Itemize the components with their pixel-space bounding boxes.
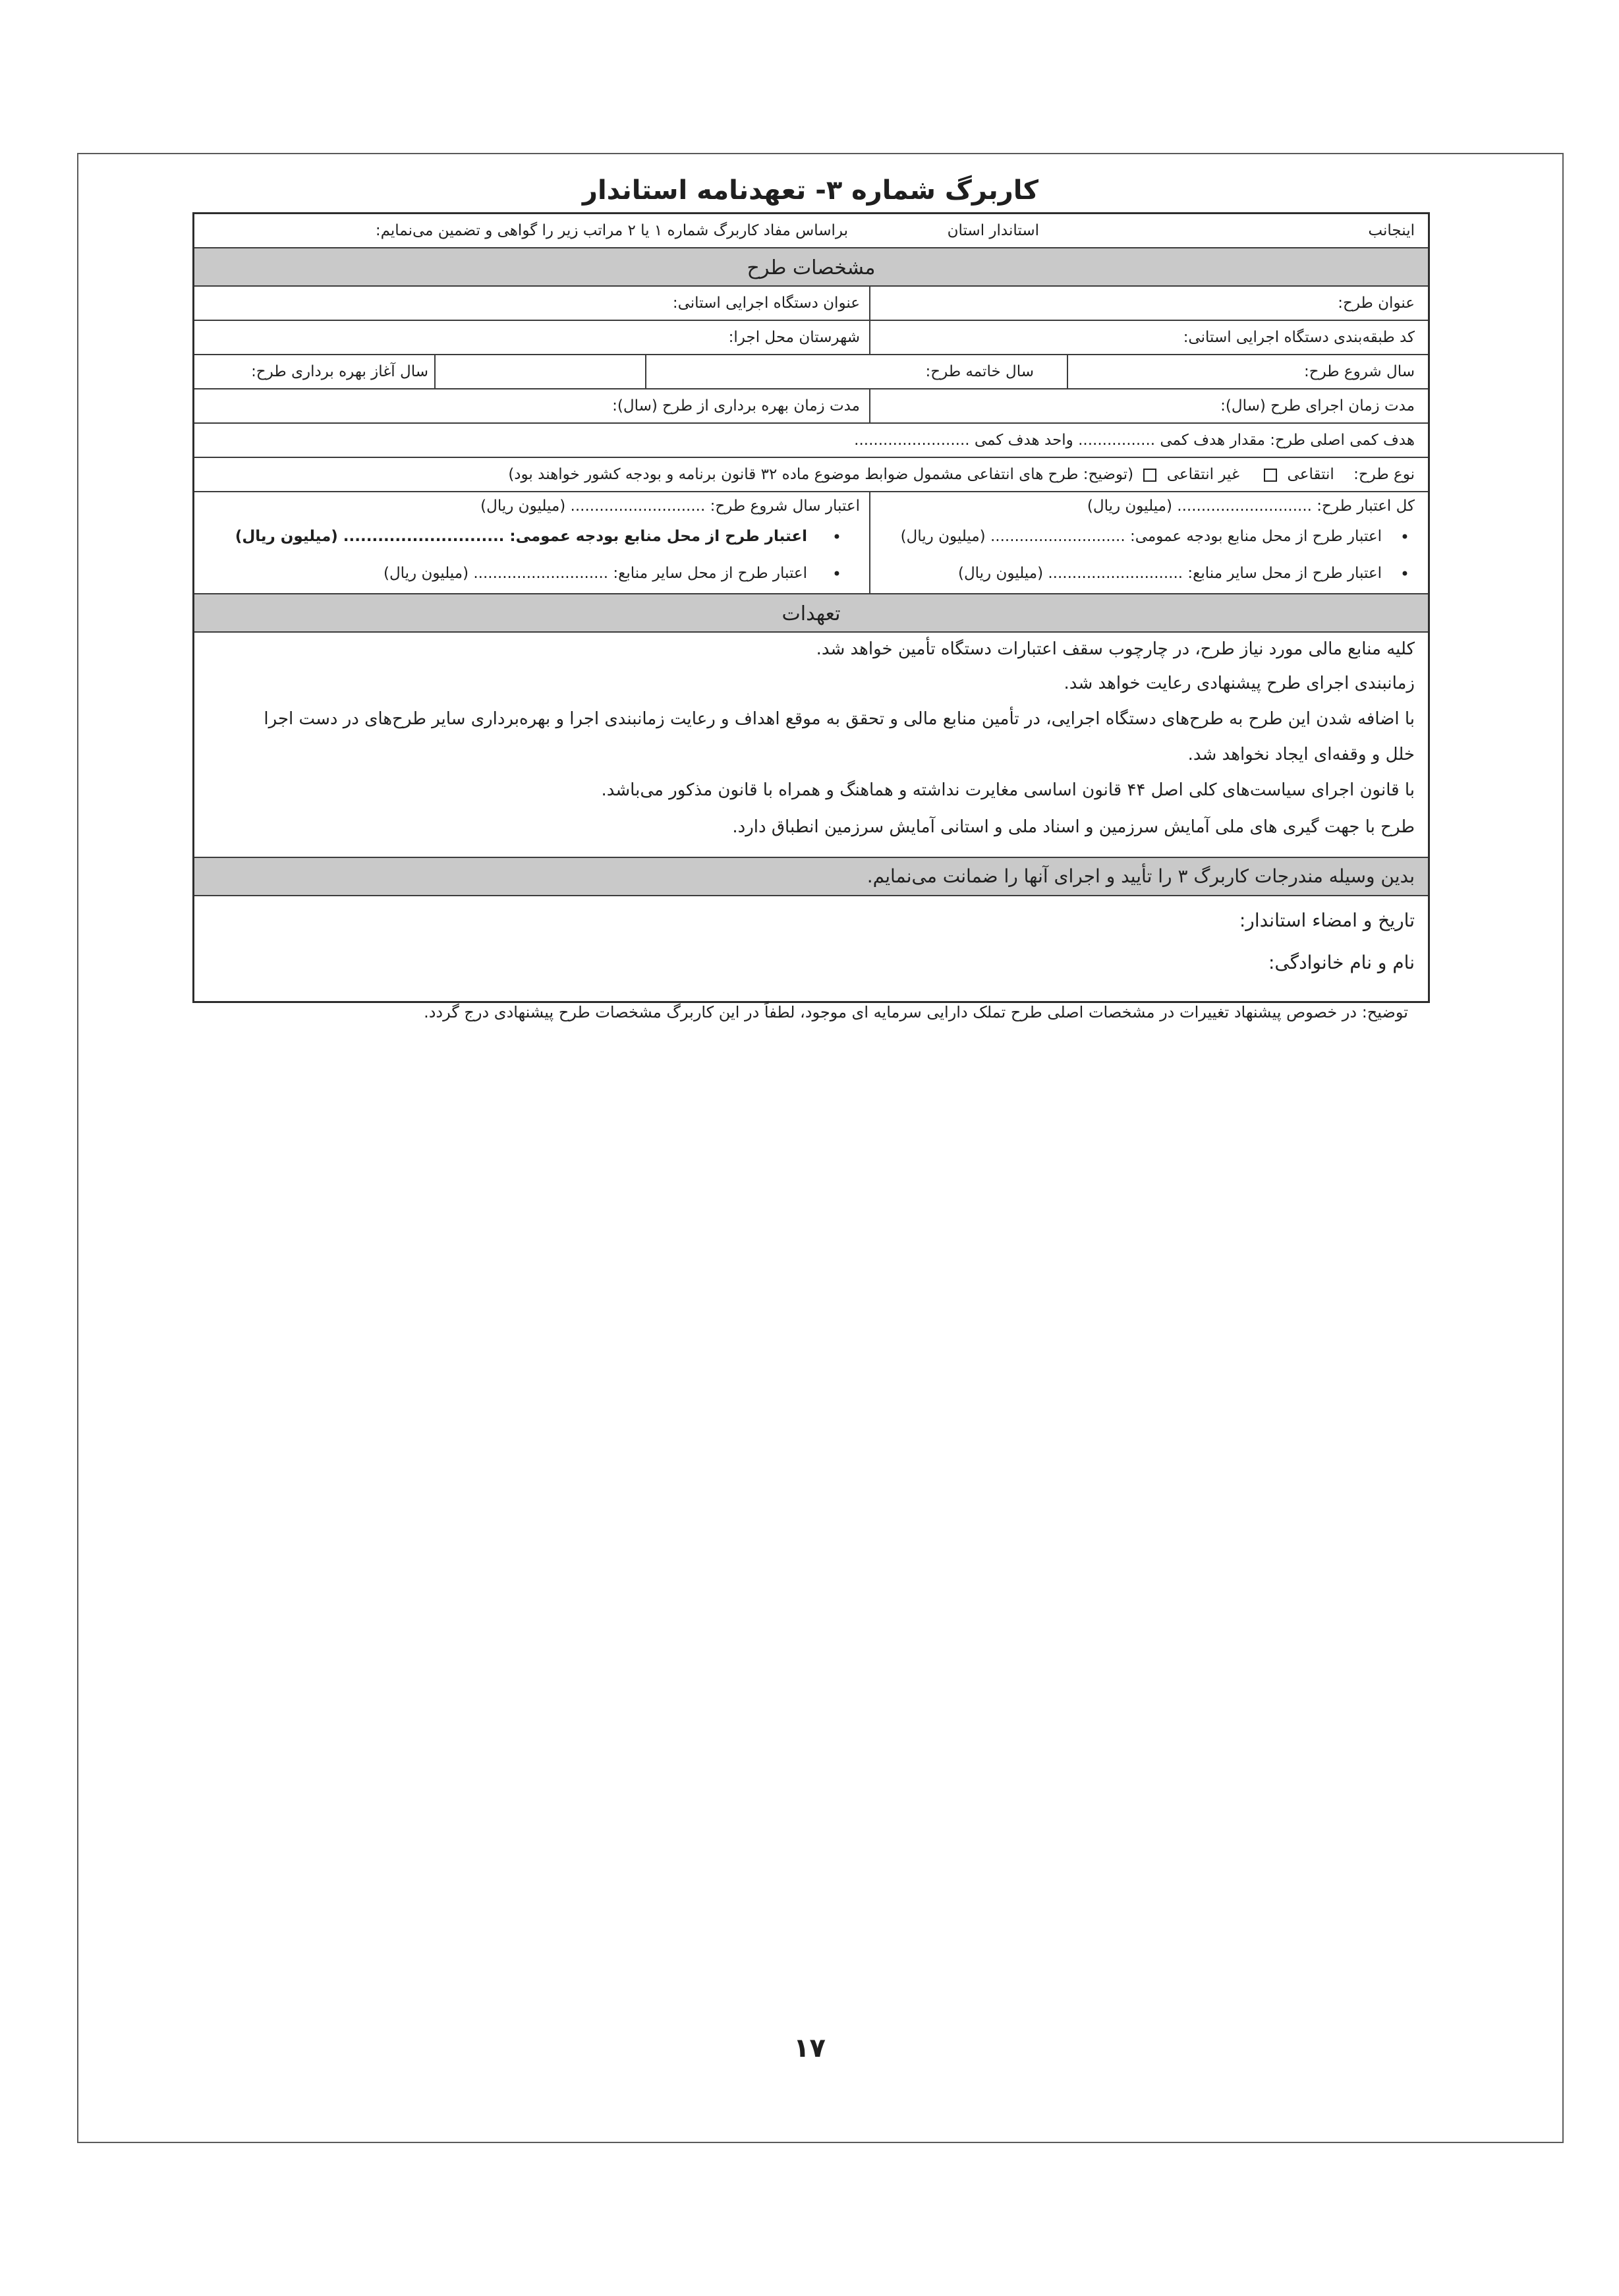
total-credit-label: کل اعتبار طرح: ............................ (میلیون ریال) <box>1087 498 1415 515</box>
start-year-credit-label: اعتبار سال شروع طرح: ............................ (میلیون ریال) <box>480 498 860 515</box>
cell-operation-duration <box>194 389 873 422</box>
footnote: توضیح: در خصوص پیشنهاد تغییرات در مشخصات اصلی طرح تملک دارایی سرمایه ای موجود، لطفاً در این کاربرگ مشخصات طرح پیشنهادی درج گردد. <box>424 1003 1408 1021</box>
intro-label-3: براساس مفاد کاربرگ شماره ۱ یا ۲ مراتب زیر را گواهی و تضمین می‌نمایم: <box>375 222 848 239</box>
bullet-icon: • <box>1400 565 1409 583</box>
section-header-specs <box>194 248 1428 287</box>
row-years <box>194 355 1428 389</box>
commitment-item: طرح با جهت گیری های ملی آمایش سرزمین و اسناد ملی و استانی آمایش سرزمین انطباق دارد. <box>732 817 1415 837</box>
section-header-commitments <box>194 594 1428 633</box>
goal-label: هدف کمی اصلی طرح: مقدار هدف کمی ................ واحد هدف کمی ........................ <box>854 432 1415 449</box>
commitments-list <box>194 633 1428 858</box>
plan-type-label: نوع طرح: <box>1353 466 1415 483</box>
bullet-icon: • <box>1400 528 1409 546</box>
section-commitments-label: تعهدات <box>781 602 841 625</box>
plan-type-row <box>508 466 1415 484</box>
section-specs-label: مشخصات طرح <box>747 256 876 279</box>
end-year-label: سال خاتمه طرح: <box>925 363 1034 380</box>
cell-duration <box>869 389 1428 422</box>
cell-credits-right <box>869 492 1428 593</box>
type-note: (توضیح: طرح های انتفاعی مشمول ضوابط موضوع ماده ۳۲ قانون برنامه و بودجه کشور خواهند بود) <box>508 466 1134 483</box>
cell-empty <box>434 355 645 388</box>
commitment-item: زمانبندی اجرای طرح پیشنهادی رعایت خواهد شد. <box>1064 674 1415 693</box>
guarantee-row <box>194 858 1428 896</box>
type-option-1-label: انتقاعی <box>1287 466 1334 483</box>
sign-name-label: نام و نام خانوادگی: <box>1268 952 1415 973</box>
bullet-icon: • <box>832 565 841 583</box>
page-title: کاربرگ شماره ۳- تعهدنامه استاندار <box>582 175 1039 206</box>
intro-row <box>194 214 1428 248</box>
commitment-item: کلیه منابع مالی مورد نیاز طرح، در چارچوب سقف اعتبارات دستگاه تأمین خواهد شد. <box>816 639 1415 659</box>
bullet-icon: • <box>832 528 841 546</box>
commitment-item: با قانون اجرای سیاست‌های کلی اصل ۴۴ قانون اساسی مغایرت نداشته و هماهنگ و همراه با قانون مذکور می‌باشد. <box>601 780 1415 800</box>
duration-label: مدت زمان اجرای طرح (سال): <box>1220 397 1415 415</box>
row-agency-code <box>194 321 1428 355</box>
commitment-form <box>192 212 1430 1003</box>
commitment-item: با اضافه شدن این طرح به طرح‌های دستگاه اجرایی، در تأمین منابع مالی و تحقق به موقع اهداف و رعایت زمانبندی اجرا و بهره‌برداری سایر طرح‌های در دست اجرا <box>264 709 1415 729</box>
city-label: شهرستان محل اجرا: <box>728 329 860 346</box>
row-goal <box>194 424 1428 458</box>
left-public-credit-label: اعتبار طرح از محل منابع بودجه عمومی: ............................ (میلیون ریال) <box>235 528 807 545</box>
cell-city <box>194 321 873 354</box>
agency-title-label: عنوان دستگاه اجرایی استانی: <box>672 295 860 312</box>
row-credits <box>194 492 1428 594</box>
cell-agency-title <box>194 287 873 320</box>
cell-operation-start <box>194 355 438 388</box>
plan-title-label: عنوان طرح: <box>1338 295 1415 312</box>
row-duration <box>194 389 1428 424</box>
cell-plan-title <box>869 287 1428 320</box>
agency-code-label: کد طبقه‌بندی دستگاه اجرایی استانی: <box>1183 329 1415 346</box>
guarantee-text: بدین وسیله مندرجات کاربرگ ۳ را تأیید و اجرای آنها را ضمانت می‌نمایم. <box>866 865 1415 887</box>
left-other-credit-label: اعتبار طرح از محل سایر منابع: ............................ (میلیون ریال) <box>383 565 807 582</box>
signature-row <box>194 896 1428 1003</box>
right-public-credit-label: اعتبار طرح از محل منابع بودجه عمومی: ............................ (میلیون ریال) <box>900 528 1382 545</box>
sign-date-label: تاریخ و امضاء استاندار: <box>1239 909 1415 931</box>
type-option-2-label: غیر انتقاعی <box>1166 466 1239 483</box>
cell-agency-code <box>869 321 1428 354</box>
operation-start-label: سال آغاز بهره برداری طرح: <box>251 363 428 380</box>
cell-start-year <box>1067 355 1428 388</box>
page-number: ۱۷ <box>793 2033 826 2063</box>
intro-label-2: استاندار استان <box>947 222 1039 239</box>
type-option-2-checkbox[interactable] <box>1143 469 1156 482</box>
commitment-item: خلل و وقفه‌ای ایجاد نخواهد شد. <box>1187 745 1415 764</box>
intro-label-1: اینجانب <box>1368 222 1415 239</box>
row-plan-title <box>194 287 1428 321</box>
cell-credits-left <box>194 492 873 593</box>
type-option-1-checkbox[interactable] <box>1264 469 1277 482</box>
row-plan-type <box>194 458 1428 492</box>
operation-duration-label: مدت زمان بهره برداری از طرح (سال): <box>612 397 860 415</box>
start-year-label: سال شروع طرح: <box>1304 363 1415 380</box>
cell-end-year <box>645 355 1067 388</box>
right-other-credit-label: اعتبار طرح از محل سایر منابع: ............................ (میلیون ریال) <box>957 565 1382 582</box>
